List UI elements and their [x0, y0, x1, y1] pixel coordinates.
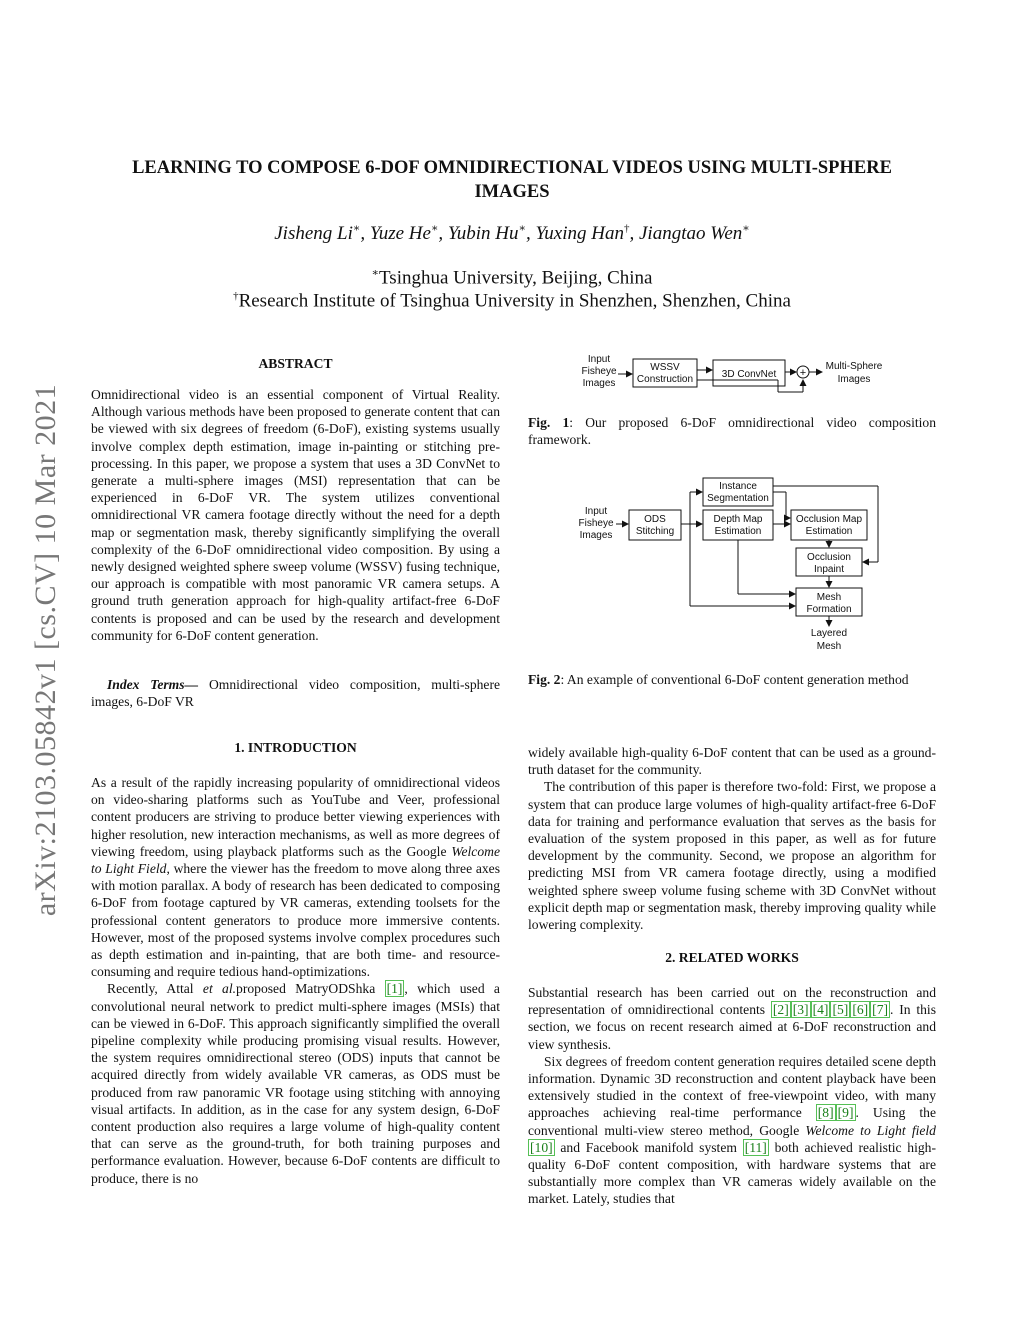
citation-link[interactable]: [9] [837, 1105, 854, 1121]
intro-paragraph-4: The contribution of this paper is therefore two-fold: First, we propose a system that can produce large volumes of high-quality artifact-free 6-DoF data for training and performance evaluation that serves as the basis for evaluation of the system proposed in this paper, as well as for future development by the community. Second, we propose an algorithm for predicting MSI from VR camera footage directly, using a modified weighted sphere sweep volume fusing scheme with 3D ConvNet without explicit depth map or segmentation mask, thereby improving quality while lowering complexity. [528, 779, 936, 933]
citation-link[interactable]: [10] [530, 1139, 553, 1155]
arxiv-stamp: arXiv:2103.05842v1 [cs.CV] 10 Mar 2021 [29, 383, 62, 917]
fig1-wssv-label-2: Construction [636, 374, 694, 385]
fig1-output-label-1: Multi-Sphere [825, 361, 883, 372]
fig1-caption-text: : Our proposed 6-DoF omnidirectional video composition framework. [528, 415, 936, 448]
fig2-depth-label-1: Depth Map [713, 514, 763, 525]
citation-link[interactable]: [6] [852, 1002, 869, 1018]
abstract-heading: ABSTRACT [258, 356, 333, 371]
author-5: Jiangtao Wen∗ [639, 223, 750, 245]
fig1-input-label-2: Fisheye [581, 366, 617, 377]
citation-link[interactable]: [5] [832, 1002, 849, 1018]
fig1-output-label-2: Images [837, 374, 871, 385]
fig2-occmap-label-2: Estimation [805, 526, 853, 537]
figure-2-caption [528, 671, 936, 688]
intro-paragraph-3: widely available high-quality 6-DoF content that can be used as a ground-truth dataset for the community. [528, 745, 936, 778]
citation-link[interactable]: [8] [817, 1105, 834, 1121]
fig2-instance-label-2: Segmentation [707, 493, 769, 504]
index-terms [91, 676, 500, 710]
related-body [528, 984, 936, 1208]
intro-body [91, 774, 500, 1187]
fig2-mesh-label-2: Formation [806, 604, 852, 615]
index-terms-text: Omnidirectional video composition, multi-sphere images, 6-DoF VR [91, 677, 501, 710]
intro-heading: 1. INTRODUCTION [234, 740, 357, 755]
paper-title [60, 156, 964, 204]
fig1-wssv-label-1: WSSV [650, 362, 680, 373]
fig2-depth-label-2: Estimation [714, 526, 762, 537]
fig2-inpaint-label-2: Inpaint [813, 564, 845, 575]
fig2-ods-label-2: Stitching [635, 526, 675, 537]
figure-1-diagram [578, 350, 898, 396]
citation-link[interactable]: [4] [812, 1002, 829, 1018]
intro-paragraph-1: As a result of the rapidly increasing popularity of omnidirectional videos on video-sharing platforms such as YouTube and Veer, professional content producers are striving to produce better viewing experiences with higher resolution, new interaction mechanisms, as well as more degrees of viewing freedom, using playback platforms such as the Google Welcome to Light Field, where the viewer has the freedom to move along three axes with motion parallax. A body of research has been dedicated to composing 6-DoF from footage captured by VR cameras, extending toolsets for the professional content generators to produce more immersive contents. However, most of the proposed systems involve complex procedures such as depth estimation and in-painting, that are both time- and resource- consuming and require tedious hand-optimizations. [91, 775, 500, 980]
citation-link[interactable]: [3] [792, 1002, 809, 1018]
fig1-input-label-1: Input [587, 354, 611, 365]
title-line-1: LEARNING TO COMPOSE 6-DOF OMNIDIRECTIONAL VIDEOS USING MULTI-SPHERE [132, 158, 892, 178]
author-4: Yuxing Han†, [535, 223, 639, 245]
fig1-caption-label: Fig. 1 [528, 415, 570, 430]
fig2-mesh-label-1: Mesh [816, 592, 842, 603]
fig2-caption-text: : An example of conventional 6-DoF content generation method [560, 672, 909, 687]
fig2-inpaint-label-1: Occlusion [807, 552, 851, 563]
related-paragraph-2: Six degrees of freedom content generation requires detailed scene depth information. Dynamic 3D reconstruction and content playback have been extensively studied in the context of free-viewpoint video, with many approaches achieving real-time performance [8] [9] . Using the conventional multi-view stereo method, Google Welcome to Light field [10] and Facebook manifold system [11] both achieved realistic high-quality 6-DoF content composition, with hardware systems that are substantially more complex than VR cameras widely available on the market. Lately, studies that [528, 1053, 937, 1207]
fig2-output-label-2: Mesh [816, 641, 842, 652]
figure-1-caption [528, 414, 936, 448]
fig2-instance-label-1: Instance [719, 481, 757, 492]
fig2-input-label-3: Images [579, 530, 613, 541]
fig1-input-label-3: Images [582, 378, 616, 389]
citation-link[interactable]: [2] [772, 1002, 789, 1018]
author-3: Yubin Hu∗, [447, 223, 536, 245]
citation-link[interactable]: [1] [386, 981, 403, 997]
abstract-body [91, 386, 500, 644]
fig2-ods-label-1: ODS [644, 514, 666, 525]
affiliation-2: †Research Institute of Tsinghua University in Shenzhen, Shenzhen, China [233, 290, 791, 312]
citation-link[interactable]: [7] [872, 1002, 889, 1018]
related-paragraph-1: Substantial research has been carried out on the reconstruction and representation of omnidirectional contents [2] [3] [4] [5] [6] [7] . In this section, we focus on recent research aimed at 6-DoF reconstruction and view synthesis. [528, 985, 936, 1052]
related-heading: 2. RELATED WORKS [665, 950, 799, 965]
affiliation-1: ∗Tsinghua University, Beijing, China [371, 267, 653, 289]
fig1-convnet-label: 3D ConvNet [721, 369, 777, 380]
fig2-input-label-2: Fisheye [578, 518, 614, 529]
figure-2-diagram [572, 474, 902, 656]
intro-paragraph-2: Recently, Attal et al.proposed MatryODShka [1] , which used a convolutional neural network to predict multi-sphere images (MSIs) that can be viewed in 6-DoF. This approach significantly simplified the overall pipeline complexity while producing promising visual results. However, the system requires omnidirectional stereo (ODS) inputs that cannot be acquired directly from widely available VR cameras, as ODS must be produced from raw panoramic VR footage using stitching with annoying visual artifacts. In addition, as in the case for any system design, 6-DoF content production also requires a large volume of high-quality content that can serve as the ground-truth, for both training purposes and performance evaluation. However, because 6-DoF contents are difficult to produce, there is no [91, 981, 500, 1186]
author-2: Yuze He∗, [369, 223, 448, 245]
fig2-output-label-1: Layered [810, 628, 848, 639]
fig1-plus-symbol: + [799, 367, 807, 379]
fig2-input-label-1: Input [584, 506, 608, 517]
fig2-occmap-label-1: Occlusion Map [795, 514, 863, 525]
index-terms-label: Index Terms— [107, 677, 199, 692]
title-line-2: IMAGES [474, 182, 550, 202]
fig2-caption-label: Fig. 2 [528, 672, 561, 687]
citation-link[interactable]: [11] [744, 1139, 767, 1155]
author-1: Jisheng Li∗, [274, 223, 370, 245]
author-list [0, 222, 1024, 245]
right-body [528, 744, 936, 933]
abstract-text: Omnidirectional video is an essential component of Virtual Reality. Although various methods have been proposed to generate content that can be viewed with six degrees of freedom (6-DoF), existing systems usually involve complex depth estimation, image in-painting or stitching pre-processing. In this paper, we propose a system that uses a 3D ConvNet to generate a multi-sphere images (MSI) representation that can be experienced in 6-DoF VR. The system utilizes conventional omnidirectional VR camera footage directly without the need for a depth map or segmentation mask, thereby significantly simplifying the overall complexity of the 6-DoF omnidirectional video composition. By using a newly designed weighted sphere sweep volume (WSSV) fusing technique, our approach is compatible with most panoramic VR camera setups. A ground truth generation approach for high-quality artifact-free 6-DoF contents is proposed and can be used by the research and development community for 6-DoF content generation. [91, 387, 500, 643]
